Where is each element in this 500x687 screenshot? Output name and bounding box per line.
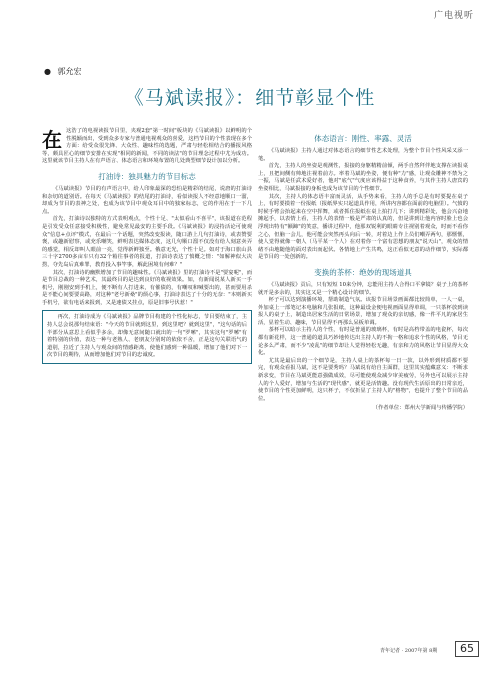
section-tag: 广电视听 [433, 11, 474, 21]
paragraph: 其次，打油诗的幽默增加了节目的趣味性。《马斌读报》里的打油诗不是"要宴呢"，而是节目总裁的一种艺术，其最终目的是达到良好的收视效果。如，有新闻说某人新买一手机号，刚刚安到手机上，便不断有人打进来，有催债的，有嘲叹和喊要出的，甚而要用杀是不能心间要要高路，对这种"老号新桑"的烦心事，打油诗表达了十分的无奈："本则新买手机号，欲有电话来报到，又是速债又挂点，原是旧事号伏惹！" [42, 269, 252, 306]
right-column [258, 128, 468, 413]
paragraph: 首先，主持人的坐姿是观测性，报接的身躯精精前倾，两手自然拜伴地支撑在读报桌上，且把间侧有帅地注视着前方。率着马斌的坐姿，便有种"力"感，让观众雕神不禁为之一振，马斌是任武术爱好者，他对"底气"气度应该得益于这种食养，与其作主持人唐宾的坐姿相比，马斌报接的身板也成为该节目的个性细节。 [258, 163, 468, 192]
paragraph: 《马斌读报》节目的有声语言中，给人印象最深的恐怕是精彩的结尾，说唐的打油诗和杂切的道别语。在每天《马斌读报》的结尾的打油诗，看似读报人不经意地顺口一溜，却成为节目的表神之处，也成为该节目中观众耳目中的独家标志，它的作用在于一下几点。 [42, 185, 252, 215]
section-heading-3: 变换的茶杯：绝妙的现场道具 [314, 267, 412, 277]
page-number: 65 [455, 641, 479, 657]
paragraph: 其次，主持人的体态语丰富而灵活，从手势来看，主持人的手总是有时要提在桌子上，有时要摸着一份报纸（报纸界实只起道具作用，所讲内容都在面前的电脑里）。气愤的时候手臂会抬起来在空中挥舞，或者抓住报纸在桌上拍打几下；讲到精彩处，他会兴奋地摊起手，以表情上看，主持人的表情一般是严肃的认真的，但是讲到让他内容时脸上也会浮现出特有"额蹄"的笑意，播讲过程中，他那双锐利的眼睛专注视别着观众，时而不看你之心，但脑一会儿，他可能会突然再头向后一转，对着边上作上员们嘲弄两句，那惬惬，使人觉得就像一朝人（马平某一个人）在对着你一个富有思想的朋友"说天山"，观众的情绪不由地随他的面对表出而起伏。各情地上产生共鸣，这正看似无意的动作细节，实际都是节目的一处创新的。 [258, 193, 468, 261]
paragraph: 首先，打油诗以独特的方式表明观点，个性十足、"太似看山不喜平"，该报道在范程是引发受众任意接受积极性，避免常见最安的主要手段。《马斌读报》的浸持活论可使观众"信息+点评"模式，在最后一个话题，突然改变报读，随口游上几句打油诗，或表赞要褒，或趣新慰察，或充乐嘲笑，鲜明表达媒体态度，这几句顺口溜不仅没有给人刻意卖弄的感觉，相反却叫人眼前一亮，觉得新鲜独至。俄意无光，个性十足。如对于海口旅山县三十字2700多亩车只有32个箱往事者的报道，打油诗表达了愤概之情："如解神似大决捞，夺先岛后真难罪，教育投入事竿事，解此困境有何难？" [42, 216, 252, 268]
paragraph: 杯子可以达到演播环境，帮助制造气氛。该报节目场景画面都比较简单，一人一桌，外加桌上一部笔记本电脑和几张报纸，这种最设金便电视画面显得单调，一只茶杯放到读报人的桌子上，制造出居家生活的日常场景，增加了观众的亲切感，像一件平凡的家居生活，显着生动、趣味，节目显得不再那么呆板单调。 [258, 297, 468, 326]
author-affiliation: （作者单位：郑州大学新闻与传播学院） [372, 405, 468, 412]
bullet-icon: ● [44, 67, 51, 76]
drop-cap: 在 [42, 128, 62, 152]
author-byline [44, 66, 82, 77]
boxed-paragraph [42, 310, 252, 364]
paragraph: 尤其是最后出的一个细节是，主持人桌上的茶杯每一日一款，以外形到材质都不要完，有观众看报马斌，这不是要秀吗？马斌说有给自主面群，这里其实蕴藏意义：不断求新求变，节目在马斌更能意强做成效，尽可能使观众减少审美疲劳，另外也可以展示主持人的个人爱好，增加与生活的"现代感"，就更是活情趣。没有现代生活原出的日常亲近，使节目的个性更加鲜明，这只杯子，不仅折显了主持人的"格物"，也提升了整个节目的品位。 [258, 357, 468, 402]
paragraph: 再次，打油诗成为《马斌读报》品牌节目构建的个性化标志，节目要结束了，主持人总会说那句结束语："今天的节目就到这里，到这里吧？就到这里"，"这句话的后半部分从意思上看似乎多余，却像无意间随口就出的一句"罗嗦"，其实这句"罗嗦"有着特别的价值，表达一种与老熟人、老朋友分别时的依依不舍，正是这句关联语气的道别，拉近了主持人与观众间的情感距离，使他们感到一种温暖，增加了他们对下一次节目的期待，从而增加他们对节目的忠诚度。 [47, 314, 247, 359]
paragraph: 茶杯可以暗示主持人的个性，有时是普通的玻璃杯，有时是高档带盖的电瓷杯，每次都有新花样，这一普通的道具巧妙地传达出主持人的不拘一格和追求个性的风格，节目无论多么严肃，而不少"凌乱"的细节却让人觉得轻松无趣，有亲和力的风格让节目显得大众化。 [258, 327, 468, 357]
intro-paragraph: 在这浩了的电视读报节目里，夹观2套"第一时间"板块的《马斌读报》以鲜明的个性脱颖而出，受到众多专家与普通电视观众的喜爱，这档节目的个性表现在多个方面：给受众很先锋、大众性、趣味性的选题，严肃与轻松相结合的播报风格等，颇具匠心的细节安排在实现"相同的新闻，不同的读法"的节目理念过程中尤为成功。这里就该节目主持人在有声语言、体态语言和环境布置的几处典型细节设计加以分析。 [42, 128, 252, 165]
left-column [42, 128, 252, 367]
author-name: 郭允宏 [57, 67, 82, 76]
issue-label: 青年记者 · 2007年第 8期 [380, 648, 438, 654]
section-heading-2: 体态语言：刚性、率露、灵活 [314, 134, 412, 143]
paragraph: 《马斌读报》贡后，只有短短 10来分钟，忘能用主持人合得口平拿镜？桌子上的茶杯就开是多余的，其实这又是一个精心设计的细节。 [258, 281, 468, 296]
paragraph: 《马斌读报》主持人通过对体态语言的细节性艺术处理，为整个节目个性风采又添一笔。 [258, 148, 468, 162]
article-title: 《马斌读报》：细节彰显个性 [124, 87, 376, 109]
section-heading-1: 打油诗：独具魅力的节目标志 [98, 171, 196, 181]
